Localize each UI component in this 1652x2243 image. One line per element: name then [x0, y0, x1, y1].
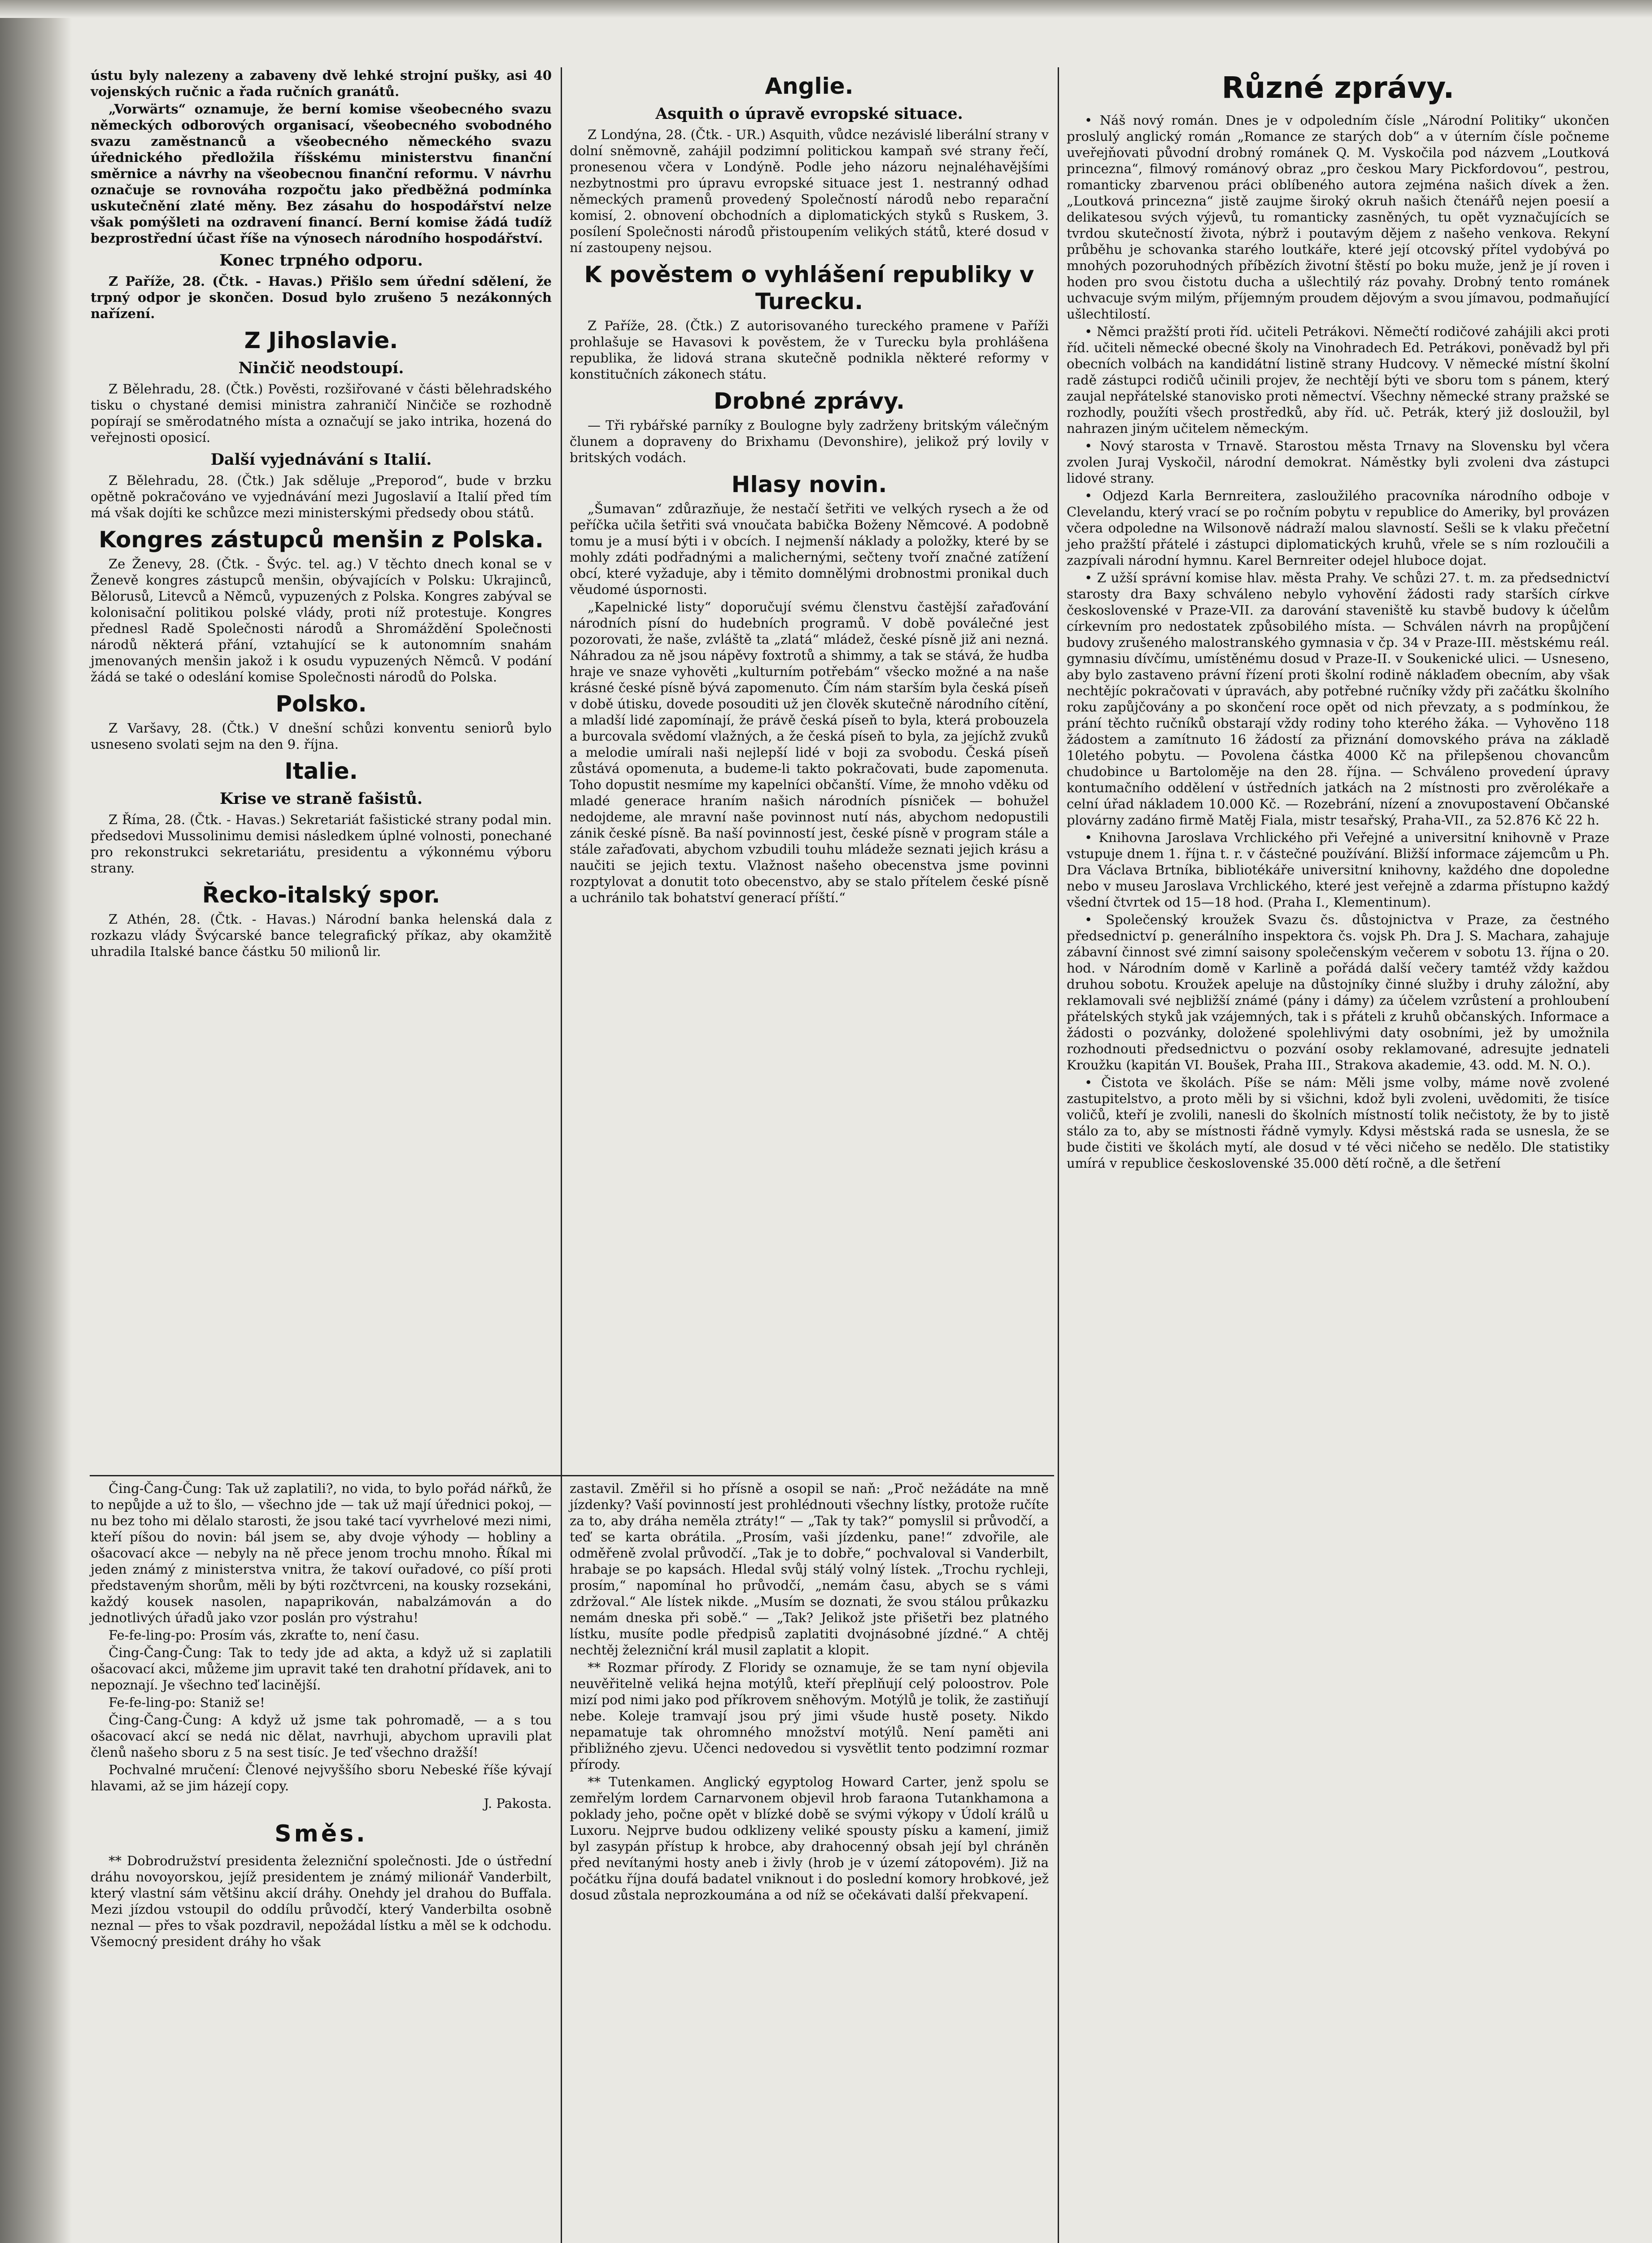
heading-nincic: Ninčič neodstoupí. — [238, 359, 404, 377]
dialog-cing-1: Čing-Čang-Čung: Tak už zaplatili?, no vida, to bylo pořád nářků, že to nepůjde a už to šlo, — všechno jde — tak už mají úřednici pokoj, — nu bez toho mi dělalo starosti, že jsou také tací vyvrhelové mezi nimi, kteří píšou do novin: bál jsem se, aby dvoje výhody — hobliny a ošacovací akce — nebyly na ně přece jenom trochu mnoho. Říkal mi jeden známý z ministerstva vnitra, že takoví ouřadové, co píší proti představeným shorům, měli by býti rozčtvrceni, na kousky rozsekáni, každý kousek nasolen, napaprikován, nabalzámován a do jednotlivých úřadů jako vzor poslán pro výstrahu! — [91, 1481, 552, 1625]
heading-ruzne-zpravy: Různé zprávy. — [1221, 70, 1455, 105]
article-nincic: Z Bělehradu, 28. (Čtk.) Pověsti, rozšiřované v části bělehradského tisku o chystané demisi ministra zahraničí Ninčiče se rozhodně popírají se směrodatného místa a označují se jako intrika, hozená do veřejnosti oposicí. — [91, 381, 552, 445]
column-3 — [1067, 67, 1609, 1173]
article-krise: Z Říma, 28. (Čtk. - Havas.) Sekretariát fašistické strany podal min. předsedovi Mussolinimu demisi následkem úplné volnosti, ponechané pro rekonstrukci sekretariátu, presidentu a výkonnému výboru strany. — [91, 812, 552, 876]
heading-dalsi: Další vyjednávání s Italií. — [210, 450, 432, 469]
article-komise: • Z užší správní komise hlav. města Prahy. Ve schůzi 27. t. m. za předsednictví starosty dra Baxy schváleno nebylo vyhovění žádosti rady starších církve československé v Praze-VII. za darování staveniště ku stavbě budovy k účelům církevním pro nedostatek způsobilého místa. — Schválen návrh na propůjčení budovy zrušeného malostranského gymnasia v čp. 34 v Praze-III. městskému reál. gymnasiu dívčímu, umístěnému dosud v Praze-II. v Soukenické ulici. — Usneseno, aby bylo zastaveno právní řízení proti školní rodině náklaďem obecním, aby však nechtějíc pokračovati v úpravách, aby potřebné ručníky vždy při začátku školního roku zapůjčovány a po skončení roce opět od nich převzaty, a s podmínkou, že prání těchto ručníků obstarají vždy rodiny toho kterého žáka. — Vyhověno 118 žádostem a zamítnuto 16 žádostí za přiznání domovského práva na základě 10letého pobytu. — Povolena částka 4000 Kč na přilepšenou chovancům chudobince u Bartoloměje na den 28. října. — Schváleno provedení úpravy kontumačního oddělení v ústředních jatkách na 2 místnosti pro zvěrolékaře a celní úřad nákladem 10.000 Kč. — Rozebrání, nízení a znovupostavení Občanské plovárny zadáno firmě Matěj Fiala, mistr tesařský, Praha-VII., za 52.876 Kč 22 h. — [1067, 570, 1609, 828]
article-intro-2: „Vorwärts“ oznamuje, že berní komise všeobecného svazu německých odborových organisací, všeobecného svobodného svazu zaměstnanců a všeobecného německého svazu úřednického předložila říšskému ministerstvu finanční směrnice a návrhy na všeobecnou finanční reformu. V návrhu označuje se rovnováha rozpočtu jako předběžná podmínka uskutečnění zlaté měny. Bez zásahu do hospodářství nelze však pomýšleti na ozdravení financí. Berní komise žádá tudíž bezprostřední účast říše na výnosech národního hospodářství. — [91, 101, 552, 246]
dialog-pochvalne: Pochvalné mručení: Členové nejvyššího sboru Nebeské říše kývají hlavami, až se jim házejí copy. — [91, 1762, 552, 1794]
heading-krise: Krise ve straně fašistů. — [219, 790, 423, 808]
dialog-fe-2: Fe-fe-ling-po: Staniž se! — [109, 1695, 265, 1710]
article-povesti: Z Paříže, 28. (Čtk.) Z autorisovaného tureckého pramene v Paříži prohlašuje se Havasovi k pověstem, že v Turecku byla prohlášena republika, že lidová strana skutečně podnikla některé reformy v konstitučních zákonech státu. — [570, 318, 1049, 382]
heading-konec: Konec trpného odporu. — [219, 251, 423, 270]
column-1 — [91, 67, 552, 961]
article-cistota: • Čistota ve školách. Píše se nám: Měli jsme volby, máme nově zvolené zastupitelstvo, a proto měli by si všichni, kdož byli zvoleni, uvědomiti, že tisíce voličů, kteří je zvolili, nanesli do školních místností tolik nečistoty, že by to jistě stálo za to, aby se místnosti řádně vymyly. Kdysi městská rada se usnesla, že se bude čistiti ve školách mytí, ale dosud v té věci ničeho se nedělo. Dle statistiky umírá v republice československé 35.000 dětí ročně, a dle šetření — [1067, 1075, 1609, 1171]
heading-povesti: K pověstem o vyhlášení republiky v Turecku. — [584, 262, 1034, 314]
article-nemci: • Němci pražští proti říd. učiteli Petrákovi. Němečtí rodičové zahájili akci proti říd. učiteli německé obecné školy na Vinohradech Ed. Petrákovi, poněvadž byl při obecních volbách na kandidátní listině strany Hudcovy. V německé místní školní radě zástupci rodičů učinili projev, že nechtějí býti ve sboru tom s pánem, který zaujal nepřátelské stanovisko proti němectví. Všechny německé strany pražské se rozhodly, použíti všech prostředků, aby říd. uč. Petrák, který již dosloužil, byl nahrazen jiným učitelem německým. — [1067, 324, 1609, 436]
article-kongres: Ze Ženevy, 28. (Čtk. - Švýc. tel. ag.) V těchto dnech konal se v Ženevě kongres zástupců menšin, obývajících v Polsku: Ukrajinců, Bělorusů, Litevců a Němců, vypuzených z Polska. Kongres zabýval se kolonisační politikou polské vlády, proti níž protestuje. Kongres přednesl Radě Společnosti národů a Shromáždění Společnosti národů některá přání, vztahující se k autonomním snahám jmenovaných menšin jakož i k osudu vypuzených Němců. V podání žádá se také o odeslání komise Společnosti národů do Polska. — [91, 556, 552, 685]
article-tutenkamen: ** Tutenkamen. Anglický egyptolog Howard Carter, jenž spolu se zemřelým lordem Carnarvonem objevil hrob faraona Tutankhamona a poklady jeho, počne opět v blízké době se svými výkopy v Údolí králů u Luxoru. Nejprve budou odklizeny veliké spousty písku a kamení, jimiž byl zasypán přístup k hrobce, aby drahocenný obsah její byl chráněn před nevítanými hosty aneb i živly (hrob je v území zátopovém). Již na počátku října doufá badatel vniknout i do poslední komory hrobkové, jež dosud zůstala neprozkoumána a od níž se očekávati další překvapení. — [570, 1774, 1049, 1903]
heading-drobne: Drobné zprávy. — [713, 388, 905, 414]
article-dobrodruzstvi: ** Dobrodružství presidenta železniční společnosti. Jde o ústřední dráhu novoyorskou, jejíž presidentem je známý milionář Vanderbilt, který vlastní sám většinu akcií dráhy. Onehdy jel drahou do Buffala. Mezi jízdou vstoupil do oddílu průvodčí, který Vanderbilta osobně neznal — přes to však pozdravil, nepožádal lístku a měl se k odchodu. Všemocný president dráhy ho však — [91, 1853, 552, 1949]
scan-edge-shadow — [0, 0, 72, 2243]
article-drobne: — Tři rybářské parníky z Boulogne byly zadrženy britským válečným člunem a dopraveny do Brixhamu (Devonshire), jelikož prý lovily v britských vodách. — [570, 418, 1049, 465]
column-rule-left — [561, 67, 562, 2243]
newspaper-page — [67, 0, 1652, 2243]
article-dalsi: Z Bělehradu, 28. (Čtk.) Jak sděluje „Preporod“, bude v brzku opětně pokračováno ve vyjednávání mezi Jugoslavií a Italií před tím má však dojíti ke schůzce mezi ministerskými předsedy obou států. — [91, 473, 552, 520]
heading-recko: Řecko-italský spor. — [202, 882, 440, 908]
article-dobrodruzstvi-cont: zastavil. Změřil si ho přísně a osopil se naň: „Proč nežádáte na mně jízdenky? Vaší povinností jest prohlédnouti všechny lístky, protože ručíte za to, aby dráha neměla ztráty!“ — „Tak ty tak?“ pomyslil si průvodčí, a teď se karta obrátila. „Prosím, vaši jízdenku, pane!“ zdvořile, ale odměřeně zvolal průvodčí. „Tak je to dobře,“ pochvaloval si Vanderbilt, hrabaje se po kapsách. Hledal svůj stálý volný lístek. „Trochu rychleji, prosím,“ napomínal ho průvodčí, „nemám času, abych se s vámi zdržoval.“ Ale lístek nikde. „Musím se doznati, že svou stálou průkazku nemám dneska při sobě.“ — „Tak? Jelikož jste přišetři bez platného lístku, musíte podle předpisů zaplatiti dvojnásobné jízdné.“ A chtěj nechtěj železniční král musil zaplatit a klopit. — [570, 1481, 1049, 1658]
heading-smes: Směs. — [275, 1820, 368, 1847]
article-asquith: Z Londýna, 28. (Čtk. - UR.) Asquith, vůdce nezávislé liberální strany v dolní sněmovně, zahájil podzimní politickou kampaň své strany řečí, pronesenou včera v Londýně. Podle jeho názoru nejnaléhavějšími nezbytnostmi pro úpravu evropské situace jest 1. nestranný odhad německých pramenů provedený Společností národů nebo reparační komisí, 2. obnovení obchodních a diplomatických styků s Ruskem, 3. posílení Společnosti národů přistoupením velikých států, které dosud v ní zastoupeny nejsou. — [570, 127, 1049, 255]
heading-italie: Italie. — [284, 758, 358, 784]
heading-asquith: Asquith o úpravě evropské situace. — [655, 105, 963, 123]
article-hlasy-1: „Šumavan“ zdůrazňuje, že nestačí šetřiti ve velkých rysech a že od peříčka učila šetřiti svá vnoučata babička Boženy Němcové. A podobně tomu je a musí býti i v obcích. I nejmenší náklady a položky, které by se mohly zdáti podřadnými a malichernými, sečteny tvoří značné zatížení obcí, které vyžaduje, aby i těmito domnělými drobnostmi pronikal duch věudomé úspornosti. — [570, 501, 1049, 597]
feuilleton-column-1 — [91, 1480, 552, 1951]
heading-anglie: Anglie. — [765, 73, 854, 99]
article-starosta: • Nový starosta v Trnavě. Starostou města Trnavy na Slovensku byl včera zvolen Juraj Vyskočil, národní demokrat. Náměstky byli zvoleni dva zástupci lidové strany. — [1067, 438, 1609, 486]
article-krouzek: • Společenský kroužek Svazu čs. důstojnictva v Praze, za čestného předsednictví p. generálního inspektora čs. vojsk Ph. Dra J. S. Machara, zahajuje zábavní činnost své zimní saisony společenským večerem v sobotu 13. října o 20. hod. v Národním domě v Karlině a pořádá další večery tamtéž vždy každou druhou sobotu. Kroužek apeluje na důstojníky činné služby i druhy záložní, aby reklamovali své nejbližší známé (pány i dámy) za účelem vzrůstení a prohloubení přátelských styků jak vzájemných, tak i s přáteli z kruhů občanských. Informace a žádosti o pozvánky, doložené spolehlivými daty osobními, jež by umožnila rozhodnouti předsednictvu o pozvání osoby reklamované, adresujte jednateli Kroužku (kapitán VI. Boušek, Praha III., Strakova akademie, 43. odd. M. N. O.). — [1067, 912, 1609, 1073]
article-roman: • Náš nový román. Dnes je v odpoledním čísle „Národní Politiky“ ukončen proslulý anglický román „Romance ze starých dob“ a v úterním čísle počneme uveřejňovati původní drobný románek Q. M. Vyskočila pod názvem „Loutková princezna“, filmový románový obraz „pro českou Mary Pickfordovou“, pestrou, romanticky zbarvenou práci oblíbeného autora zejména našich dívek a žen. „Loutková princezna“ jistě zaujme široký okruh našich čtenářů nejen poesií a delikatesou svých výjevů, tu romanticky zasněných, tu opět vyznačujících se tvrdou skutečností života, nýbrž i poutavým dějem z našeho venkova. Rekyní průběhu je schovanka starého loutkáře, které její otcovský přítel vydobývá po mnohých pozoruhodných příbězích životní štěstí po boku muže, jenž je jí roven i hoden pro svou čistotu ducha a ušlechtilý ráz povahy. Drobný tento románek uchvacuje svým milým, příjemným proudem dějovým a svou jímavou, podmaňující ušlechtilostí. — [1067, 113, 1609, 322]
column-rule-right — [1058, 67, 1059, 2243]
column-2 — [570, 67, 1049, 907]
dialog-cing-3: Čing-Čang-Čung: A když už jsme tak pohromadě, — a s tou ošacovací akcí se nedá nic dělat, navrhuji, abychom upravili plat členů našeho sboru z 5 na sest tisíc. Je teď všechno dražší! — [91, 1712, 552, 1760]
article-intro-1: ústu byly nalezeny a zabaveny dvě lehké strojní pušky, asi 40 vojenských ručnic a řada ručních granátů. — [91, 68, 552, 99]
heading-kongres: Kongres zástupců menšin z Polska. — [99, 527, 544, 553]
dialog-cing-2: Čing-Čang-Čung: Tak to tedy jde ad akta, a když už si zaplatili ošacovací akci, můžeme jim upravit také ten drahotní přídavek, ani to nepoznají. Je všechno teď lacinější. — [91, 1645, 552, 1693]
heading-hlasy: Hlasy novin. — [731, 471, 887, 497]
article-knihovna: • Knihovna Jaroslava Vrchlického při Veřejné a universitní knihovně v Praze vstupuje dnem 1. října t. r. v částečné používání. Bližší informace zájemcům u Ph. Dra Václava Brtníka, bibliotékáře universitní knihovny, každého dne dopoledne nebo v museu Jaroslava Vrchlického, které jest veřejně a zdarma přístupno každý všední čtvrtek od 15—18 hod. (Praha I., Klementinum). — [1067, 830, 1609, 910]
feuilleton-column-2 — [570, 1480, 1049, 1904]
dialog-fe-1: Fe-fe-ling-po: Prosím vás, zkraťte to, není času. — [109, 1628, 420, 1643]
article-odjezd: • Odjezd Karla Bernreitera, zasloužilého pracovníka národního odboje v Clevelandu, který vrací se po ročním pobytu v republice do Ameriky, byl provázen včera odpoledne na Wilsonově nádraží malou slavností. Sešli se k vlaku přečetní jeho pražští přátelé i zástupci diplomatických kruhů, vřele se s ním rozloučili a zazpívali národní hymnu. Karel Bernreiter odejel hluboce dojat. — [1067, 488, 1609, 568]
signature: J. Pakosta. — [484, 1796, 552, 1811]
article-hlasy-2: „Kapelnické listy“ doporučují svému členstvu častější zařaďování národních písní do hudebních programů. V době poválečné jest pozorovati, že naše, zvláště ta „zlatá“ mládež, české písně již ani nezná. Náhradou za ně jsou nápěvy foxtrotů a shimmy, a tak se stává, že hudba hraje ve snaze vyhověti „kulturním potřebám“ všecko možné a na naše krásné české písně bývá zapomenuto. Čím nám starším byla česká píseň v době útisku, dovede posouditi už jen člověk skutečně národního cítění, a mladší lidé zapomínají, že právě česká píseň to byla, která probouzela a burcovala svědomí vlažných, a že česká píseň to byla, za jejíchž zvuků a melodie umírali naši nejlepší lidé v boji za svobodu. Česká píseň zůstává opomenuta, a budeme-li takto pokračovati, bude zapomenuta. Toho dopustit nesmíme my kapelníci občanští. Víme, že mnoho vděku od mladé generace hraním našich národních písniček — bohužel nedojdeme, ale mravní naše povinnost nutí nás, abychom nedopustili zánik české písně. Ba naší povinností jest, české písně v program stále a stále zařaďovati, abychom vzbudili touhu mládeže seznati jejich krásu a naučiti se jejich textu. Vlažnost našeho obecenstva jsme povinni rozptylovat a donutit toto obecenstvo, aby se stalo přítelem české písně a uchránilo tak bohatství generací příští.“ — [570, 599, 1049, 905]
article-rozmar: ** Rozmar přírody. Z Floridy se oznamuje, že se tam nyní objevila neuvěřitelně veliká hejna motýlů, kteří přeplňují celý poloostrov. Pole mizí pod nimi jako pod příkrovem sněhovým. Motýlů je tolik, že zastiňují nebe. Koleje tramvají jsou prý jimi všude hustě posety. Nikdo nepamatuje tak ohromného množství motýlů. Není paměti ani přibližného zjevu. Učenci nedovedou si vysvětlit tento podzimní rozmar přírody. — [570, 1660, 1049, 1772]
article-polsko: Z Varšavy, 28. (Čtk.) V dnešní schůzi konventu seniorů bylo usneseno svolati sejm na den 9. října. — [91, 720, 552, 752]
heading-polsko: Polsko. — [275, 691, 367, 717]
article-konec: Z Paříže, 28. (Čtk. - Havas.) Přišlo sem úřední sdělení, že trpný odpor je skončen. Dosud bylo zrušeno 5 nezákonných nařízení. — [91, 274, 552, 321]
heading-jihoslavie: Z Jihoslavie. — [244, 327, 398, 353]
article-recko: Z Athén, 28. (Čtk. - Havas.) Národní banka helenská dala z rozkazu vlády Švýcarské bance telegrafický příkaz, aby okamžitě uhradila Italské bance částku 50 milionů lir. — [91, 912, 552, 959]
feuilleton-rule — [90, 1475, 1054, 1476]
